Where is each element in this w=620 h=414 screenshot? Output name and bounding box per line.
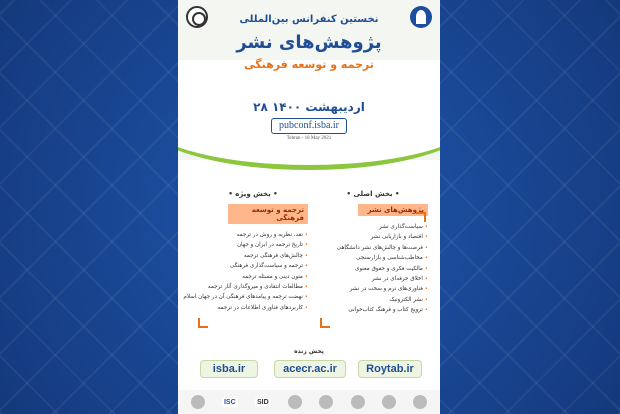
list-item: • اقتصاد و بازاریابی نشر bbox=[318, 232, 428, 242]
isc-logo: ISC bbox=[223, 398, 236, 406]
list-item: • سیاست‌گذاری نشر bbox=[318, 222, 428, 232]
list-item: • مخاطب‌شناسی و بازارسنجی bbox=[318, 253, 428, 263]
corner-accent bbox=[198, 318, 208, 328]
sponsor-logo-icon bbox=[351, 395, 365, 409]
corner-accent bbox=[416, 212, 426, 222]
sponsor-logo-icon bbox=[382, 395, 396, 409]
poster-date: ۲۸ اردیبهشت ۱۴۰۰ bbox=[253, 100, 365, 114]
main-section-heading: • بخش اصلی • bbox=[346, 190, 400, 198]
poster-location: Tehran - 18 May 2021 bbox=[286, 136, 332, 141]
list-item: • ترویج کتاب و فرهنگ کتاب‌خوانی bbox=[318, 305, 428, 315]
list-item: • متون دینی و مسئله ترجمه bbox=[198, 272, 308, 282]
header-arc bbox=[178, 60, 440, 170]
live-link-isba[interactable]: isba.ir bbox=[200, 360, 258, 378]
list-item: • نهضت ترجمه و پیامدهای فرهنگی آن در جهان اسلام bbox=[198, 292, 308, 302]
poster-title-small: نخستین کنفرانس بین‌المللی bbox=[239, 14, 379, 25]
special-section-heading: • بخش ویژه • bbox=[228, 190, 278, 198]
conference-poster bbox=[178, 0, 440, 414]
conference-url: pubconf.isba.ir bbox=[271, 118, 347, 134]
poster-title: پژوهش‌های نشر bbox=[236, 32, 382, 53]
special-section bbox=[183, 190, 308, 313]
list-item: • چالش‌های فرهنگی ترجمه bbox=[198, 251, 308, 261]
sponsor-logo-icon bbox=[191, 395, 205, 409]
sid-logo: SID bbox=[256, 398, 269, 406]
list-item: • فناوری‌های نرم و سخت در نشر bbox=[318, 284, 428, 294]
poster-subtitle: ترجمه و توسعه فرهنگی bbox=[244, 58, 374, 71]
live-link-roytab[interactable]: Roytab.ir bbox=[358, 360, 422, 378]
list-item: • فرصت‌ها و چالش‌های نشر دانشگاهی bbox=[318, 243, 428, 253]
list-item: • مالکیت فکری و حقوق معنوی bbox=[318, 264, 428, 274]
sponsor-logos bbox=[178, 390, 440, 414]
live-stream-heading: پخش زنده bbox=[294, 348, 324, 355]
list-item: • تاریخ ترجمه در ایران و جهان bbox=[198, 240, 308, 250]
main-section-tag: پژوهش‌های نشر bbox=[358, 204, 428, 216]
sponsor-logo-icon bbox=[288, 395, 302, 409]
sponsor-logo-icon bbox=[413, 395, 427, 409]
list-item: • نشر الکترونیک bbox=[318, 295, 428, 305]
live-link-acecr[interactable]: acecr.ac.ir bbox=[274, 360, 346, 378]
list-item: • ترجمه و سیاست‌گذاری فرهنگی bbox=[198, 261, 308, 271]
list-item: • مطالعات انتقادی و میروگذاری آثار ترجمه bbox=[198, 282, 308, 292]
main-section bbox=[318, 190, 428, 316]
list-item: • اخلاق حرفه‌ای در نشر bbox=[318, 274, 428, 284]
list-item: • کاربردهای فناوری اطلاعات در ترجمه bbox=[198, 303, 308, 313]
sponsor-logo-icon bbox=[319, 395, 333, 409]
corner-accent bbox=[320, 318, 330, 328]
special-section-tag: ترجمه و توسعه فرهنگی bbox=[228, 204, 308, 224]
list-item: • نقد، نظریه و روش در ترجمه bbox=[198, 230, 308, 240]
